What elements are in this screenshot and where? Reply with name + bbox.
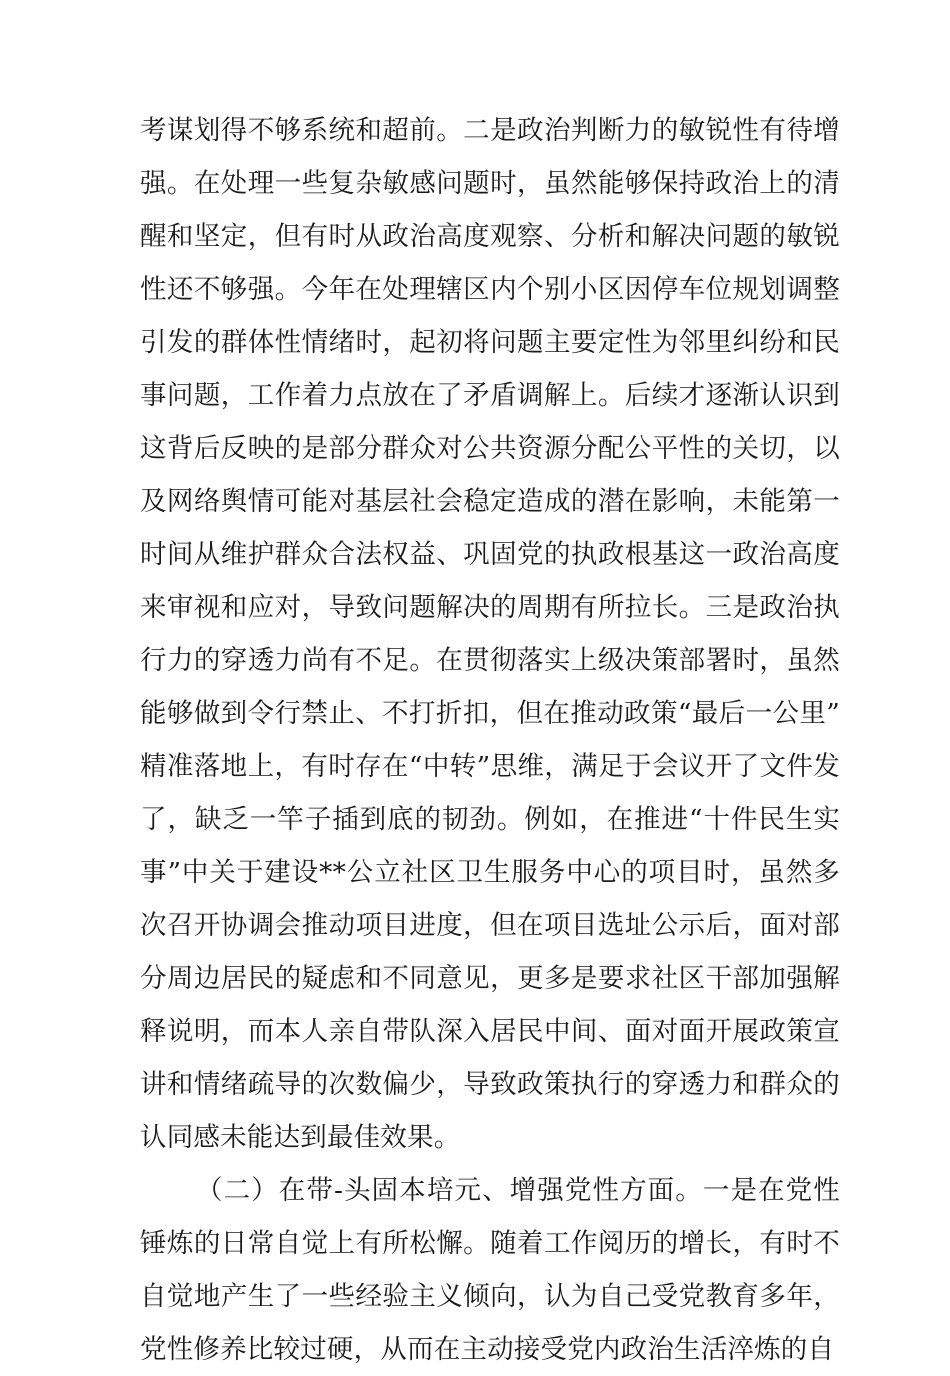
paragraph-1: 考谋划得不够系统和超前。二是政治判断力的敏锐性有待增强。在处理一些复杂敏感问题时，虽然能够保持政治上的清醒和坚定，但有时从政治高度观察、分析和解决问题的敏锐性还不够强。今年在处理辖区内个别小区因停车位规划调整引发的群体性情绪时，起初将问题主要定性为邻里纠纷和民事问题，工作着力点放在了矛盾调解上。后续才逐渐认识到这背后反映的是部分群众对公共资源分配公平性的关切，以及网络舆情可能对基层社会稳定造成的潜在影响，未能第一时间从维护群众合法权益、巩固党的执政根基这一政治高度来审视和应对，导致问题解决的周期有所拉长。三是政治执行力的穿透力尚有不足。在贯彻落实上级决策部署时，虽然能够做到令行禁止、不打折扣，但在推动政策“最后一公里”精准落地上，有时存在“中转”思维，满足于会议开了文件发了，缺乏一竿子插到底的韧劲。例如，在推进“十件民生实事”中关于建设**公立社区卫生服务中心的项目时，虽然多次召开协调会推动项目进度，但在项目选址公示后，面对部分周边居民的疑虑和不同意见，更多是要求社区干部加强解释说明，而本人亲自带队深入居民中间、面对面开展政策宣讲和情绪疏导的次数偏少，导致政策执行的穿透力和群众的认同感未能达到最佳效果。 — [140, 115, 840, 1153]
paragraph-2: （二）在带-头固本培元、增强党性方面。一是在党性锤炼的日常自觉上有所松懈。随着工作阅历的增长，有时不自觉地产生了一些经验主义倾向，认为自己受党教育多年，党性修养比较过硬，从而在主动接受党内政治生活淬炼的自 — [140, 1175, 840, 1365]
document-body — [140, 104, 840, 1376]
